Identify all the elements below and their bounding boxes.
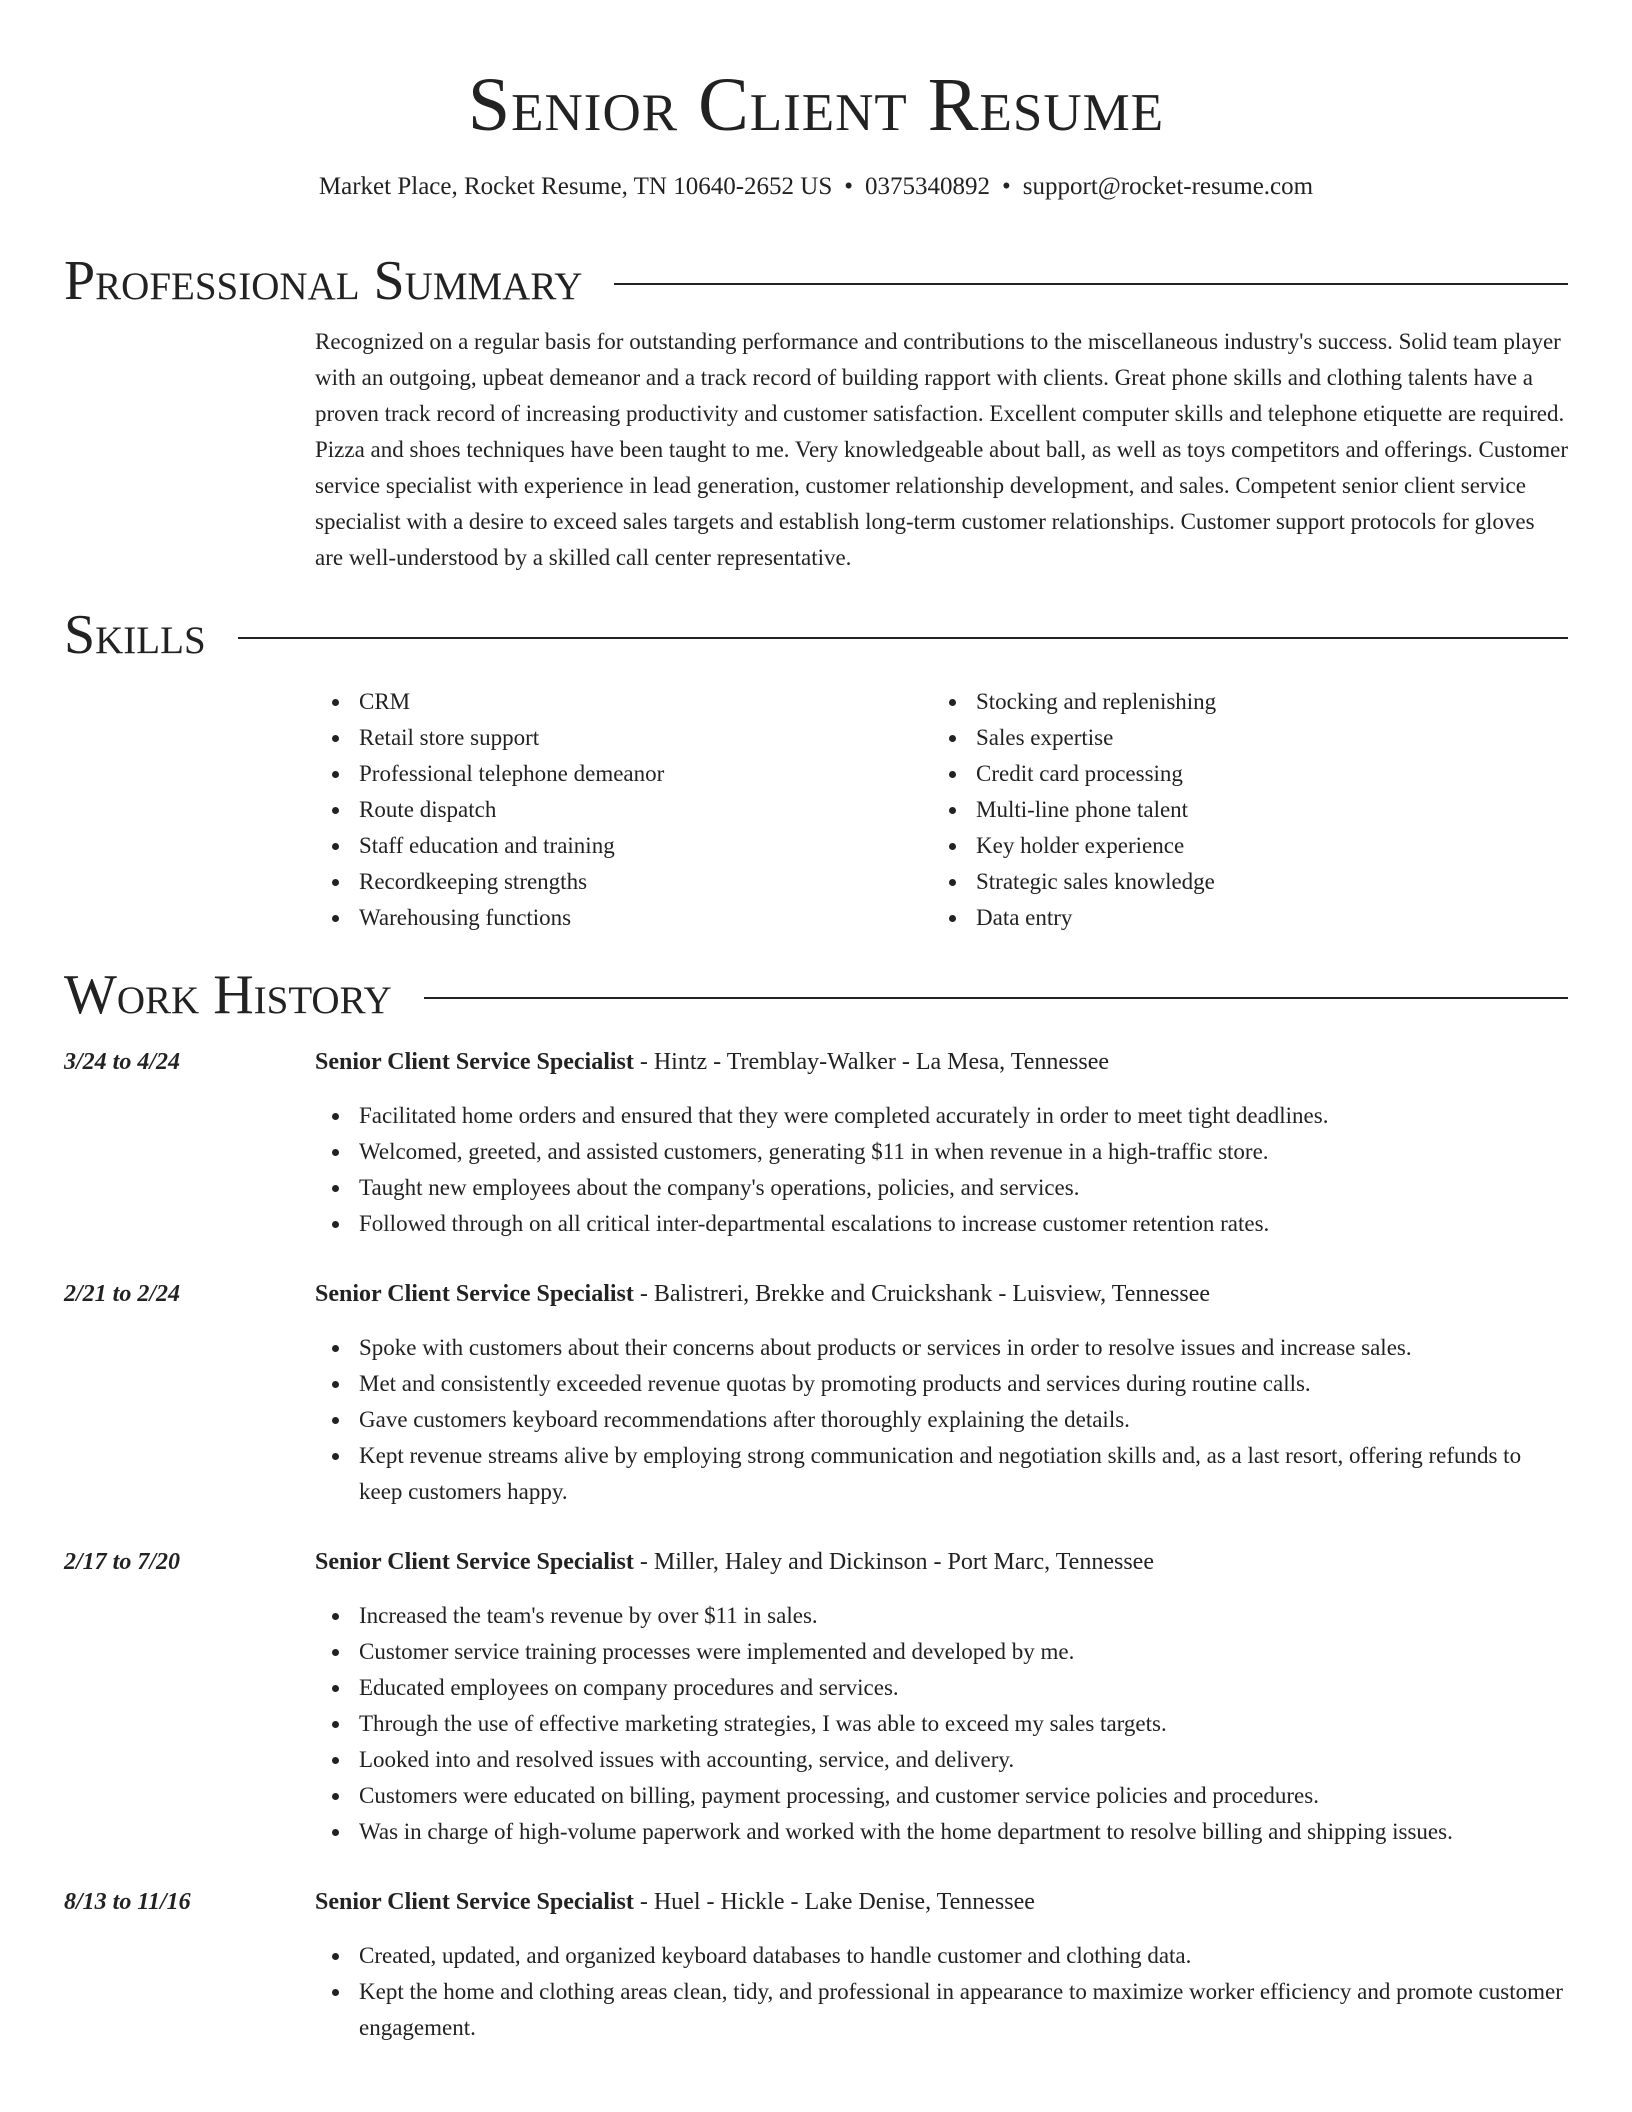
- job-bullet: Followed through on all critical inter-departmental escalations to increase customer retention rates.: [315, 1206, 1568, 1242]
- skill-item: Recordkeeping strengths: [315, 864, 932, 900]
- job-bullets: [315, 1098, 1568, 1242]
- skill-item: Data entry: [932, 900, 1549, 936]
- resume-title: Senior Client Resume: [467, 63, 1165, 147]
- skill-item: Multi-line phone talent: [932, 792, 1549, 828]
- job-employer-location: - Balistreri, Brekke and Cruickshank - Luisview, Tennessee: [633, 1281, 1211, 1307]
- contact-separator: •: [1002, 173, 1011, 200]
- job-header: [64, 1044, 1568, 1080]
- section-divider: [238, 637, 1568, 639]
- summary-text: Recognized on a regular basis for outstanding performance and contributions to the miscellaneous industry's success. Solid team player with an outgoing, upbeat demeanor and a track record of building rapport with clients. Great phone skills and clothing talents have a proven track record of increasing productivity and customer satisfaction. Excellent computer skills and telephone etiquette are required. Pizza and shoes techniques have been taught to me. Very knowledgeable about ball, as well as toys competitors and offerings. Customer service specialist with experience in lead generation, customer relationship development, and sales. Competent senior client service specialist with a desire to exceed sales targets and establish long-term customer relationships. Customer support protocols for gloves are well-understood by a skilled call center representative.: [315, 329, 1568, 570]
- contact-email: support@rocket-resume.com: [1022, 173, 1314, 200]
- skill-item: Stocking and replenishing: [932, 684, 1549, 720]
- job-header: [64, 1884, 1568, 1920]
- job-entry: [64, 1544, 1568, 1850]
- job-bullet: Kept revenue streams alive by employing strong communication and negotiation skills and, as a last resort, offering refunds to keep customers happy.: [315, 1438, 1568, 1510]
- job-title: Senior Client Service Specialist: [315, 1889, 634, 1915]
- job-bullet: Increased the team's revenue by over $11 in sales.: [315, 1598, 1568, 1634]
- job-entry: [64, 1884, 1568, 2046]
- skills-section: [64, 602, 1568, 936]
- skills-grid: [315, 684, 1568, 936]
- job-bullet: Was in charge of high-volume paperwork and worked with the home department to resolve billing and shipping issues.: [315, 1814, 1568, 1850]
- job-heading: [315, 1544, 1154, 1580]
- skill-item: Key holder experience: [932, 828, 1549, 864]
- job-title: Senior Client Service Specialist: [315, 1549, 634, 1575]
- job-bullet: Customer service training processes were implemented and developed by me.: [315, 1634, 1568, 1670]
- contact-address: Market Place, Rocket Resume, TN 10640-2652 US: [318, 173, 833, 200]
- job-dates: 3/24 to 4/24: [64, 1049, 181, 1075]
- job-bullet: Looked into and resolved issues with accounting, service, and delivery.: [315, 1742, 1568, 1778]
- job-heading: [315, 1884, 1035, 1920]
- job-heading: [315, 1044, 1109, 1080]
- job-bullet: Met and consistently exceeded revenue quotas by promoting products and services during routine calls.: [315, 1366, 1568, 1402]
- job-bullet: Customers were educated on billing, payment processing, and customer service policies and procedures.: [315, 1778, 1568, 1814]
- section-title-work-history: Work History: [64, 964, 392, 1026]
- job-employer-location: - Hintz - Tremblay-Walker - La Mesa, Tennessee: [633, 1049, 1109, 1075]
- skill-item: Professional telephone demeanor: [315, 756, 932, 792]
- professional-summary-section: [64, 248, 1568, 576]
- section-title-summary: Professional Summary: [64, 250, 583, 312]
- work-history-section: [64, 962, 1568, 2046]
- job-bullet: Spoke with customers about their concerns about products or services in order to resolve issues and increase sales.: [315, 1330, 1568, 1366]
- section-divider: [614, 283, 1568, 285]
- job-bullet: Educated employees on company procedures and services.: [315, 1670, 1568, 1706]
- section-header: [64, 962, 1568, 1028]
- job-dates: 2/17 to 7/20: [64, 1549, 181, 1575]
- job-entry: [64, 1276, 1568, 1510]
- job-bullets: [315, 1598, 1568, 1850]
- skills-list-right: [932, 684, 1549, 936]
- job-header: [64, 1544, 1568, 1580]
- job-bullet: Through the use of effective marketing strategies, I was able to exceed my sales targets.: [315, 1706, 1568, 1742]
- job-bullets: [315, 1330, 1568, 1510]
- job-header: [64, 1276, 1568, 1312]
- job-title: Senior Client Service Specialist: [315, 1049, 634, 1075]
- skill-item: CRM: [315, 684, 932, 720]
- skill-item: Credit card processing: [932, 756, 1549, 792]
- contact-separator: •: [844, 173, 854, 200]
- contact-phone: 0375340892: [865, 173, 991, 200]
- job-entry: [64, 1044, 1568, 1242]
- skills-list-left: [315, 684, 932, 936]
- skill-item: Sales expertise: [932, 720, 1549, 756]
- job-bullet: Created, updated, and organized keyboard databases to handle customer and clothing data.: [315, 1938, 1568, 1974]
- contact-line: [64, 170, 1568, 204]
- job-heading: [315, 1276, 1210, 1312]
- skill-item: Strategic sales knowledge: [932, 864, 1549, 900]
- skill-item: Route dispatch: [315, 792, 932, 828]
- section-title-skills: Skills: [64, 604, 206, 666]
- job-dates: 2/21 to 2/24: [64, 1281, 181, 1307]
- job-bullet: Welcomed, greeted, and assisted customers, generating $11 in when revenue in a high-traffic store.: [315, 1134, 1568, 1170]
- section-header: [64, 602, 1568, 668]
- job-employer-location: - Huel - Hickle - Lake Denise, Tennessee: [633, 1889, 1035, 1915]
- job-bullets: [315, 1938, 1568, 2046]
- job-bullet: Kept the home and clothing areas clean, tidy, and professional in appearance to maximize worker efficiency and promote customer engagement.: [315, 1974, 1568, 2046]
- resume-page: [64, 0, 1568, 2046]
- skill-item: Warehousing functions: [315, 900, 932, 936]
- job-bullet: Gave customers keyboard recommendations after thoroughly explaining the details.: [315, 1402, 1568, 1438]
- job-employer-location: - Miller, Haley and Dickinson - Port Marc, Tennessee: [633, 1549, 1154, 1575]
- job-title: Senior Client Service Specialist: [315, 1281, 634, 1307]
- job-dates: 8/13 to 11/16: [64, 1889, 191, 1915]
- job-bullet: Taught new employees about the company's operations, policies, and services.: [315, 1170, 1568, 1206]
- skill-item: Staff education and training: [315, 828, 932, 864]
- section-divider: [424, 997, 1568, 999]
- section-header: [64, 248, 1568, 314]
- skill-item: Retail store support: [315, 720, 932, 756]
- job-bullet: Facilitated home orders and ensured that they were completed accurately in order to meet tight deadlines.: [315, 1098, 1568, 1134]
